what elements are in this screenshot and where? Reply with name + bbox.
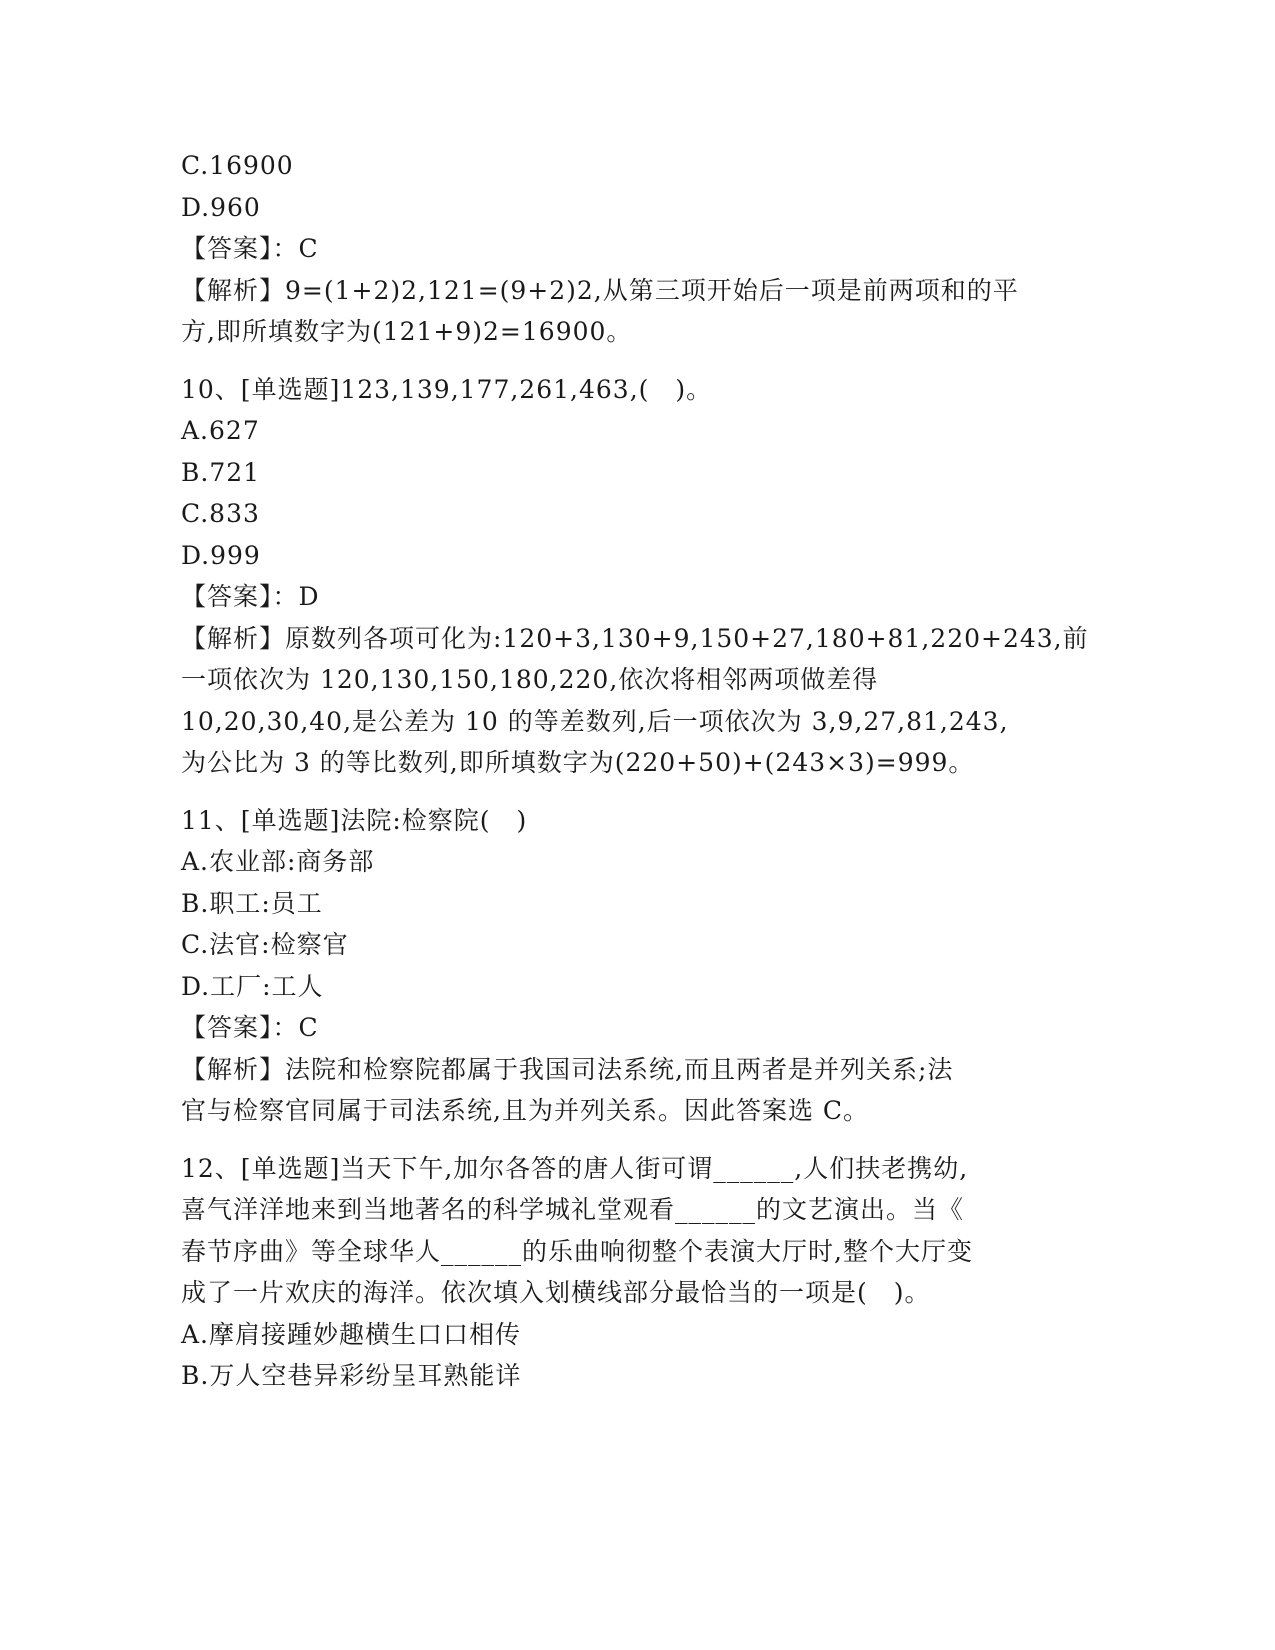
- question-11: [181, 800, 1061, 1132]
- question-9-tail: [181, 145, 1061, 353]
- analysis-line: 方,即所填数字为(121+9)2=16900。: [181, 317, 633, 346]
- option-c: C.833: [181, 499, 260, 528]
- question-stem: 12、[单选题]当天下午,加尔各答的唐人街可谓______,人们扶老携幼,: [181, 1153, 969, 1183]
- option-d: D.工厂:工人: [181, 971, 324, 1001]
- analysis-line: 为公比为 3 的等比数列,即所填数字为(220+50)+(243×3)=999。: [181, 748, 975, 777]
- question-10: [181, 369, 1089, 784]
- analysis-line: 【解析】原数列各项可化为:120+3,130+9,150+27,180+81,220+243,前: [181, 623, 1089, 653]
- answer: 【答案】：C: [181, 1013, 319, 1042]
- option-c: C.16900: [181, 151, 294, 180]
- option-d: D.960: [181, 192, 261, 222]
- question-stem: 11、[单选题]法院:检察院( ): [181, 805, 528, 835]
- option-c: C.法官:检察官: [181, 930, 349, 959]
- option-b: B.职工:员工: [181, 888, 323, 918]
- option-d: D.999: [181, 540, 261, 570]
- document-page: [181, 145, 1089, 1397]
- analysis-line: 官与检察官同属于司法系统,且为并列关系。因此答案选 C。: [181, 1096, 870, 1125]
- option-b: B.万人空巷异彩纷呈耳熟能详: [181, 1361, 522, 1390]
- analysis-line: 一项依次为 120,130,150,180,220,依次将相邻两项做差得: [181, 665, 879, 694]
- question-stem: 喜气洋洋地来到当地著名的科学城礼堂观看______的文艺演出。当《: [181, 1195, 965, 1224]
- option-a: A.农业部:商务部: [181, 847, 375, 876]
- question-stem: 10、[单选题]123,139,177,261,463,( )。: [181, 374, 713, 404]
- answer: 【答案】：D: [181, 582, 320, 611]
- analysis-line: 【解析】法院和检察院都属于我国司法系统,而且两者是并列关系;法: [181, 1054, 954, 1084]
- analysis-line: 【解析】9=(1+2)2,121=(9+2)2,从第三项开始后一项是前两项和的平: [181, 275, 1019, 305]
- option-b: B.721: [181, 457, 261, 487]
- analysis-line: 10,20,30,40,是公差为 10 的等差数列,后一项依次为 3,9,27,81,243,: [181, 706, 1009, 736]
- question-stem: 成了一片欢庆的海洋。依次填入划横线部分最恰当的一项是( )。: [181, 1278, 931, 1307]
- option-a: A.摩肩接踵妙趣横生口口相传: [181, 1319, 522, 1349]
- question-12: [181, 1148, 1061, 1397]
- answer: 【答案】：C: [181, 234, 319, 263]
- question-stem: 春节序曲》等全球华人______的乐曲响彻整个表演大厅时,整个大厅变: [181, 1236, 973, 1266]
- option-a: A.627: [181, 416, 260, 445]
